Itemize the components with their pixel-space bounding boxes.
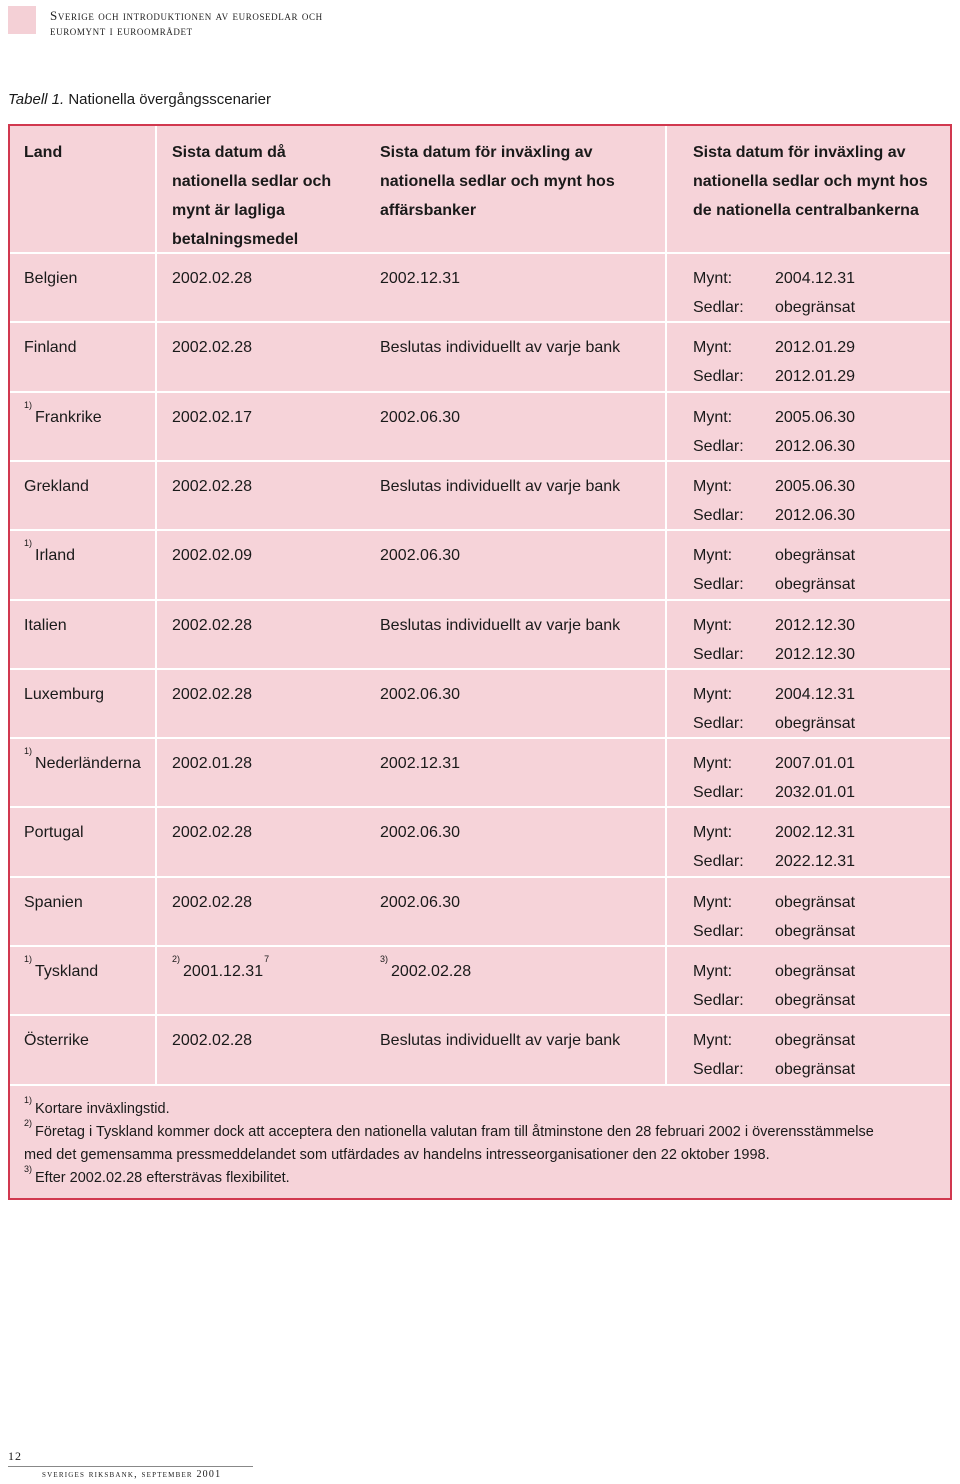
coins-label-text: Mynt: xyxy=(693,547,733,565)
notes-label-text: Sedlar: xyxy=(693,992,744,1009)
row-divider xyxy=(10,529,950,531)
footnote-mark: 2) xyxy=(24,1118,33,1128)
bank-exchange-cell xyxy=(380,541,460,570)
notes-date-cell xyxy=(775,1055,855,1084)
notes-date-cell xyxy=(775,570,855,599)
country-cell-text: Österrike xyxy=(24,1032,89,1050)
bank-exchange-cell-text: 2002.06.30 xyxy=(380,824,461,842)
row-divider xyxy=(10,599,950,601)
bank-exchange-cell xyxy=(380,472,620,501)
notes-date-cell xyxy=(775,986,855,1015)
coins-date-cell-text: obegränsat xyxy=(775,1032,856,1050)
header-last-date-legal xyxy=(172,138,331,254)
coins-date-cell xyxy=(775,541,855,570)
notes-date-cell-text: 2012.06.30 xyxy=(775,506,856,524)
legal-tender-date-cell-text: 2002.02.28 xyxy=(172,616,253,634)
row-divider xyxy=(10,252,950,254)
legal-tender-date-cell-text: 2002.02.28 xyxy=(172,824,253,842)
header-line: Sista datum då xyxy=(172,144,286,161)
bank-exchange-cell-text: 2002.06.30 xyxy=(380,408,461,426)
table-caption-label: Tabell 1. xyxy=(8,91,65,108)
running-head xyxy=(50,8,323,38)
coins-date-cell-text: obegränsat xyxy=(775,547,856,565)
header-line: Sista datum för inväxling av xyxy=(693,144,906,161)
notes-label xyxy=(693,847,744,876)
country-cell-text: Belgien xyxy=(24,270,78,287)
country-cell-text: Nederländerna xyxy=(35,755,141,773)
coins-date-cell-text: 2005.06.30 xyxy=(775,408,856,426)
coins-date-cell xyxy=(775,472,855,501)
bank-exchange-cell xyxy=(380,818,460,847)
row-divider xyxy=(10,737,950,739)
notes-date-cell-text: obegränsat xyxy=(775,299,856,316)
coins-label xyxy=(693,541,732,570)
footnote-ref: 1) xyxy=(24,538,33,549)
coins-label-text: Mynt: xyxy=(693,963,733,980)
legal-tender-date-cell xyxy=(172,472,252,501)
legal-tender-date-cell-text: 2002.01.28 xyxy=(172,755,253,773)
legal-tender-date-cell-text: 2002.02.28 xyxy=(172,893,253,911)
country-cell-text: Frankrike xyxy=(35,408,102,426)
legal-tender-date-cell xyxy=(172,611,252,640)
bank-exchange-cell xyxy=(380,264,460,293)
coins-label-text: Mynt: xyxy=(693,270,733,287)
row-divider xyxy=(10,876,950,878)
country-cell-text: Spanien xyxy=(24,893,83,911)
bank-exchange-cell-text: Beslutas individuellt av varje bank xyxy=(380,1032,621,1050)
legal-tender-date-cell xyxy=(172,264,252,293)
notes-label-text: Sedlar: xyxy=(693,368,744,386)
table-caption-title: Nationella övergångsscenarier xyxy=(68,91,271,108)
country-cell xyxy=(24,333,76,362)
notes-label xyxy=(693,432,744,461)
footnote-ref: 7 xyxy=(264,954,270,964)
notes-date-cell xyxy=(775,640,855,669)
coins-date-cell-text: 2012.01.29 xyxy=(775,339,856,357)
header-line: nationella sedlar och mynt hos xyxy=(380,173,615,190)
notes-date-cell xyxy=(775,778,855,807)
coins-date-cell-text: 2007.01.01 xyxy=(775,755,856,773)
header-line: nationella sedlar och mynt hos xyxy=(693,173,928,190)
row-divider xyxy=(10,460,950,462)
table-caption xyxy=(8,91,271,108)
coins-date-cell xyxy=(775,403,855,432)
footnote-mark: 3) xyxy=(24,1164,33,1174)
legal-tender-date-cell-text: 2002.02.09 xyxy=(172,547,253,565)
notes-label xyxy=(693,778,744,807)
notes-date-cell-text: obegränsat xyxy=(775,992,856,1009)
running-head-line1: Sverige och introduktionen av eurosedlar och xyxy=(50,8,323,23)
bank-exchange-cell xyxy=(380,611,620,640)
bank-exchange-cell xyxy=(380,403,460,432)
corner-marker xyxy=(8,6,36,34)
coins-date-cell-text: 2004.12.31 xyxy=(775,270,856,287)
notes-label-text: Sedlar: xyxy=(693,922,744,940)
coins-label-text: Mynt: xyxy=(693,339,733,357)
legal-tender-date-cell xyxy=(172,818,252,847)
country-cell xyxy=(24,472,89,501)
bank-exchange-cell-text: Beslutas individuellt av varje bank xyxy=(380,477,621,495)
notes-date-cell xyxy=(775,847,855,876)
transition-table xyxy=(8,124,952,1200)
country-cell xyxy=(24,538,76,570)
country-cell xyxy=(24,954,99,986)
notes-label xyxy=(693,362,744,391)
footnote-text: Kortare inväxlingstid. xyxy=(35,1101,170,1117)
country-cell-text: Portugal xyxy=(24,824,84,842)
notes-label-text: Sedlar: xyxy=(693,299,744,316)
country-cell xyxy=(24,1026,89,1055)
header-exchange-central xyxy=(693,138,928,225)
header-line: betalningsmedel xyxy=(172,231,299,248)
legal-tender-date-cell xyxy=(172,333,252,362)
notes-label xyxy=(693,570,744,599)
footnote-ref: 1) xyxy=(24,399,33,410)
legal-tender-date-cell xyxy=(172,541,252,570)
coins-label xyxy=(693,333,732,362)
legal-tender-date-cell-text: 2002.02.28 xyxy=(172,270,253,287)
notes-date-cell-text: 2012.01.29 xyxy=(775,368,856,386)
bank-exchange-cell-text: 2002.06.30 xyxy=(380,547,461,565)
notes-label xyxy=(693,986,744,1015)
country-cell xyxy=(24,399,102,432)
country-cell-text: Tyskland xyxy=(35,963,99,980)
notes-date-cell xyxy=(775,293,855,322)
coins-date-cell xyxy=(775,957,855,986)
coins-label-text: Mynt: xyxy=(693,755,733,773)
notes-label xyxy=(693,640,744,669)
bank-exchange-cell xyxy=(380,1026,620,1055)
bank-exchange-cell-text: 2002.02.28 xyxy=(391,963,472,980)
notes-label-text: Sedlar: xyxy=(693,1061,744,1079)
footer-credit: sveriges riksbank, september 2001 xyxy=(42,1469,222,1480)
notes-date-cell-text: 2012.12.30 xyxy=(775,645,856,663)
bank-exchange-cell xyxy=(380,888,460,917)
coins-label xyxy=(693,888,732,917)
bank-exchange-cell xyxy=(380,954,472,986)
coins-date-cell-text: 2012.12.30 xyxy=(775,616,856,634)
notes-label-text: Sedlar: xyxy=(693,576,744,594)
header-line: affärsbanker xyxy=(380,202,477,219)
notes-label xyxy=(693,917,744,946)
bank-exchange-cell-text: 2002.12.31 xyxy=(380,270,461,287)
running-head-line2: euromynt i euroområdet xyxy=(50,23,193,38)
footnote-ref: 2) xyxy=(172,954,181,964)
country-cell xyxy=(24,746,141,778)
footnote-text: Företag i Tyskland kommer dock att acceptera den nationella valutan fram till åtminstone den 28 februari 2002 i överensstämmelse xyxy=(35,1124,874,1140)
coins-label-text: Mynt: xyxy=(693,893,733,911)
bank-exchange-cell-text: 2002.12.31 xyxy=(380,755,461,773)
row-divider xyxy=(10,1084,950,1086)
country-cell xyxy=(24,888,83,917)
coins-label xyxy=(693,403,732,432)
legal-tender-date-cell xyxy=(172,1026,252,1055)
coins-label-text: Mynt: xyxy=(693,477,733,495)
notes-date-cell xyxy=(775,501,855,530)
footnote xyxy=(24,1164,939,1190)
footer-rule xyxy=(8,1466,253,1467)
country-cell xyxy=(24,818,84,847)
notes-date-cell xyxy=(775,432,855,461)
coins-date-cell xyxy=(775,1026,855,1055)
notes-date-cell-text: 2022.12.31 xyxy=(775,853,856,871)
notes-date-cell xyxy=(775,362,855,391)
coins-date-cell xyxy=(775,749,855,778)
coins-date-cell-text: 2002.12.31 xyxy=(775,824,856,842)
notes-date-cell-text: 2032.01.01 xyxy=(775,784,856,802)
bank-exchange-cell-text: 2002.06.30 xyxy=(380,685,461,703)
header-line: mynt är lagliga xyxy=(172,202,285,219)
notes-date-cell-text: obegränsat xyxy=(775,714,856,732)
notes-label-text: Sedlar: xyxy=(693,506,744,524)
row-divider xyxy=(10,806,950,808)
notes-date-cell-text: obegränsat xyxy=(775,576,856,594)
footnote xyxy=(24,1095,939,1121)
bank-exchange-cell xyxy=(380,680,460,709)
coins-date-cell-text: 2004.12.31 xyxy=(775,685,856,703)
coins-date-cell-text: 2005.06.30 xyxy=(775,477,856,495)
country-cell-text: Finland xyxy=(24,339,77,357)
footnote-ref: 3) xyxy=(380,954,389,964)
bank-exchange-cell xyxy=(380,333,620,362)
coins-label-text: Mynt: xyxy=(693,1032,733,1050)
country-cell xyxy=(24,611,67,640)
coins-date-cell xyxy=(775,680,855,709)
footnote-text: Efter 2002.02.28 eftersträvas flexibilitet. xyxy=(35,1170,290,1186)
notes-date-cell xyxy=(775,709,855,738)
row-divider xyxy=(10,945,950,947)
coins-label xyxy=(693,264,732,293)
footnotes xyxy=(24,1095,939,1190)
coins-label xyxy=(693,749,732,778)
legal-tender-date-cell-text: 2001.12.31 xyxy=(183,963,264,980)
legal-tender-date-cell xyxy=(172,749,252,778)
notes-label xyxy=(693,293,744,322)
coins-label-text: Mynt: xyxy=(693,824,733,842)
legal-tender-date-cell xyxy=(172,888,252,917)
footnote xyxy=(24,1118,939,1144)
coins-label-text: Mynt: xyxy=(693,616,733,634)
column-divider xyxy=(665,126,667,1086)
coins-label xyxy=(693,957,732,986)
country-cell xyxy=(24,264,77,293)
footnote-text: med det gemensamma pressmeddelandet som utfärdades av handelns intresseorganisationer den 22 oktober 1998. xyxy=(24,1147,770,1163)
legal-tender-date-cell xyxy=(172,954,270,986)
notes-date-cell-text: obegränsat xyxy=(775,1061,856,1079)
country-cell-text: Luxemburg xyxy=(24,685,105,703)
country-cell-text: Italien xyxy=(24,616,67,634)
notes-label-text: Sedlar: xyxy=(693,853,744,871)
notes-label xyxy=(693,709,744,738)
coins-label xyxy=(693,680,732,709)
legal-tender-date-cell-text: 2002.02.17 xyxy=(172,408,253,426)
country-cell-text: Irland xyxy=(35,547,76,565)
legal-tender-date-cell xyxy=(172,403,252,432)
header-exchange-banks xyxy=(380,138,615,225)
notes-label-text: Sedlar: xyxy=(693,714,744,732)
bank-exchange-cell-text: Beslutas individuellt av varje bank xyxy=(380,339,621,357)
coins-label xyxy=(693,472,732,501)
legal-tender-date-cell-text: 2002.02.28 xyxy=(172,477,253,495)
row-divider xyxy=(10,668,950,670)
country-cell xyxy=(24,680,104,709)
header-line: de nationella centralbankerna xyxy=(693,202,919,219)
column-divider xyxy=(155,126,157,1086)
notes-date-cell-text: 2012.06.30 xyxy=(775,437,856,455)
legal-tender-date-cell-text: 2002.02.28 xyxy=(172,685,253,703)
coins-label xyxy=(693,818,732,847)
notes-date-cell-text: obegränsat xyxy=(775,922,856,940)
coins-label xyxy=(693,1026,732,1055)
coins-date-cell-text: obegränsat xyxy=(775,893,856,911)
coins-label-text: Mynt: xyxy=(693,685,733,703)
coins-date-cell xyxy=(775,611,855,640)
row-divider xyxy=(10,391,950,393)
footnote-ref: 1) xyxy=(24,746,33,757)
country-cell-text: Grekland xyxy=(24,477,89,495)
coins-date-cell-text: obegränsat xyxy=(775,963,856,980)
notes-label-text: Sedlar: xyxy=(693,784,744,802)
legal-tender-date-cell-text: 2002.02.28 xyxy=(172,339,253,357)
page-number: 12 xyxy=(8,1449,22,1463)
notes-label xyxy=(693,1055,744,1084)
bank-exchange-cell-text: 2002.06.30 xyxy=(380,893,461,911)
notes-label xyxy=(693,501,744,530)
bank-exchange-cell xyxy=(380,749,460,778)
footnote xyxy=(24,1144,939,1167)
footnote-mark: 1) xyxy=(24,1095,33,1105)
header-line: nationella sedlar och xyxy=(172,173,332,190)
row-divider xyxy=(10,321,950,323)
coins-date-cell xyxy=(775,264,855,293)
legal-tender-date-cell-text: 2002.02.28 xyxy=(172,1032,253,1050)
row-divider xyxy=(10,1014,950,1016)
coins-date-cell xyxy=(775,818,855,847)
legal-tender-date-cell xyxy=(172,680,252,709)
notes-date-cell xyxy=(775,917,855,946)
coins-label xyxy=(693,611,732,640)
coins-label-text: Mynt: xyxy=(693,408,733,426)
notes-label-text: Sedlar: xyxy=(693,437,744,455)
coins-date-cell xyxy=(775,333,855,362)
bank-exchange-cell-text: Beslutas individuellt av varje bank xyxy=(380,616,621,634)
notes-label-text: Sedlar: xyxy=(693,645,744,663)
header-line: Sista datum för inväxling av xyxy=(380,144,593,161)
coins-date-cell xyxy=(775,888,855,917)
footnote-ref: 1) xyxy=(24,954,33,964)
header-land: Land xyxy=(24,144,63,161)
